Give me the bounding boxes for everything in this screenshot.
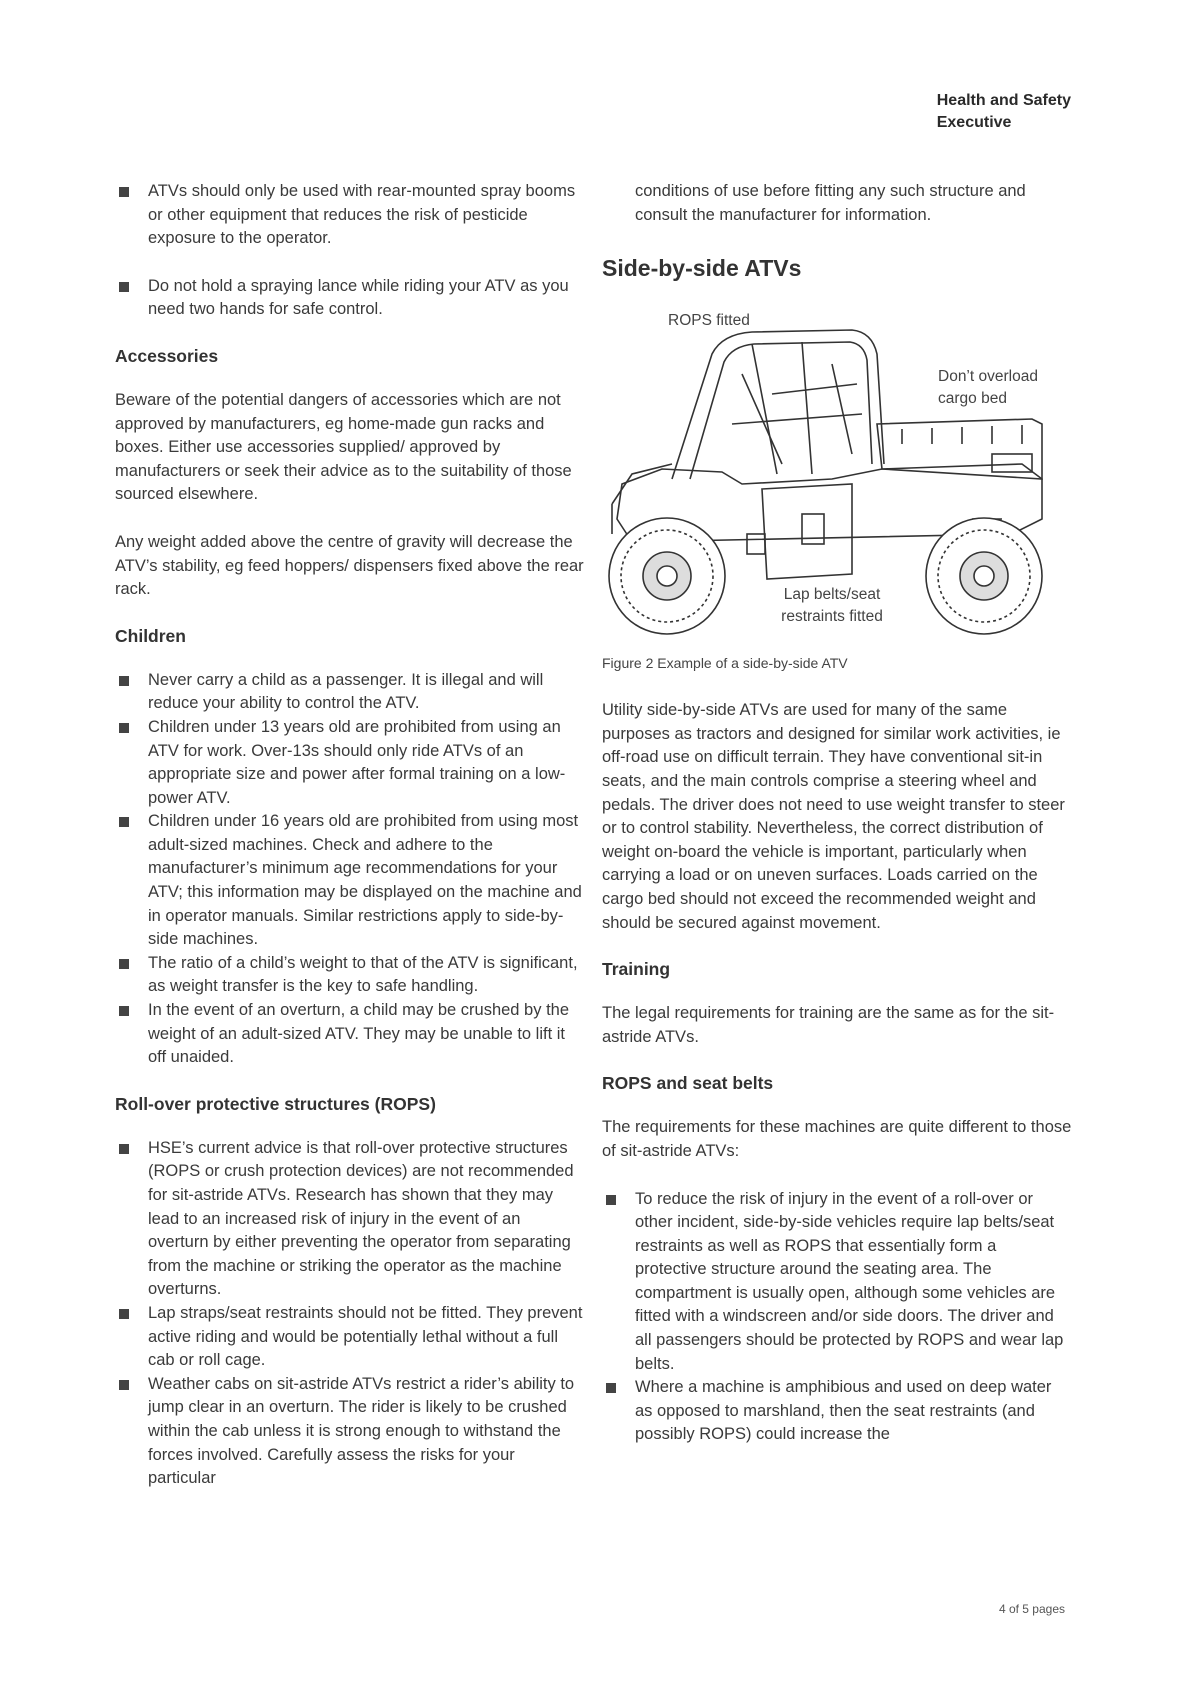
brand-line-1: Health and Safety: [936, 92, 1071, 109]
right-column: [602, 180, 1072, 1471]
side-by-side-atv-figure: [602, 304, 1072, 649]
list-item: Children under 16 years old are prohibited from using most adult-sized machines. Check and adhere to the manufacturer’s minimum age recommendations for your ATV; this information may be displayed on the machine and in operator manuals. Similar restrictions apply to side-by-side machines.: [115, 810, 585, 952]
list-item: ATVs should only be used with rear-mounted spray booms or other equipment that reduces the risk of pesticide exposure to the operator.: [115, 180, 585, 251]
figure-caption: Figure 2 Example of a side-by-side ATV: [602, 655, 848, 672]
list-item: Never carry a child as a passenger. It is illegal and will reduce your ability to control the ATV.: [115, 669, 585, 716]
accessories-paragraph-1: Beware of the potential dangers of accessories which are not approved by manufacturers, eg home-made gun racks and boxes. Either use accessories supplied/ approved by manufacturers or seek their advice as to the suitability of those sourced elsewhere.: [115, 390, 572, 504]
list-item: Weather cabs on sit-astride ATVs restrict a rider’s ability to jump clear in an overturn. The rider is likely to be crushed within the cab unless it is strong enough to withstand the forces involved. Carefully assess the risks for your particular: [115, 1373, 585, 1491]
list-item: Children under 13 years old are prohibited from using an ATV for work. Over-13s should only ride ATVs of an appropriate size and power after formal training on a low-power ATV.: [115, 716, 585, 810]
children-heading: Children: [115, 625, 186, 646]
rops-heading: Roll-over protective structures (ROPS): [115, 1093, 436, 1114]
side-by-side-paragraph: Utility side-by-side ATVs are used for many of the same purposes as tractors and designed for similar work activities, ie off-road use on difficult terrain. They have conventional sit-in seats, and the main controls comprise a steering wheel and pedals. The driver does not need to use weight transfer to steer or to control stability. Nevertheless, the correct distribution of weight on-board the vehicle is important, particularly when carrying a load or on uneven surfaces. Loads carried on the cargo bed should not exceed the recommended weight and should be secured against movement.: [602, 701, 1065, 932]
list-item: Lap straps/seat restraints should not be fitted. They prevent active riding and would be potentially lethal without a full cab or roll cage.: [115, 1302, 585, 1373]
brand-line-2: Executive: [936, 114, 1012, 131]
list-item: In the event of an overturn, a child may be crushed by the weight of an adult-sized ATV. They may be unable to lift it off unaided.: [115, 999, 585, 1070]
list-item: Do not hold a spraying lance while riding your ATV as you need two hands for safe control.: [115, 275, 585, 322]
rops-bullets: [115, 1137, 585, 1491]
page-number: 4 of 5 pages: [998, 1602, 1065, 1616]
training-paragraph: The legal requirements for training are the same as for the sit-astride ATVs.: [602, 1004, 1055, 1046]
children-bullets: [115, 669, 585, 1070]
training-heading: Training: [602, 959, 671, 980]
list-item: Where a machine is amphibious and used on deep water as opposed to marshland, then the seat restraints (and possibly ROPS) could increase the: [602, 1376, 1072, 1447]
accessories-heading: Accessories: [115, 345, 219, 366]
cargo-bed-label: Don’t overload cargo bed: [938, 368, 1038, 408]
rops-seat-belts-bullets: [602, 1188, 1072, 1448]
lap-belts-label: Lap belts/seat restraints fitted: [767, 584, 897, 628]
spray-bullets: [115, 180, 585, 322]
continuation-paragraph: conditions of use before fitting any such structure and consult the manufacturer for information.: [635, 182, 1026, 224]
rops-seat-belts-heading: ROPS and seat belts: [602, 1073, 774, 1094]
list-item: HSE’s current advice is that roll-over protective structures (ROPS or crush protection devices) are not recommended for sit-astride ATVs. Research has shown that they may lead to an increased risk of injury in the event of an overturn by either preventing the operator from separating from the machine or striking the operator as the machine overturns.: [115, 1137, 585, 1302]
left-column: [115, 180, 585, 1515]
list-item: The ratio of a child’s weight to that of the ATV is significant, as weight transfer is the key to safe handling.: [115, 952, 585, 999]
hse-brand: [937, 90, 1071, 134]
list-item: To reduce the risk of injury in the event of a roll-over or other incident, side-by-side vehicles require lap belts/seat restraints as well as ROPS that essentially form a protective structure around the seating area. The compartment is usually open, although some vehicles are fitted with a windscreen and/or side doors. The driver and all passengers should be protected by ROPS and wear lap belts.: [602, 1188, 1072, 1377]
rops-fitted-label: ROPS fitted: [668, 312, 750, 330]
accessories-paragraph-2: Any weight added above the centre of gravity will decrease the ATV’s stability, eg feed hoppers/ dispensers fixed above the rear rack.: [115, 532, 584, 599]
side-by-side-heading: Side-by-side ATVs: [602, 255, 802, 282]
rops-seat-belts-paragraph: The requirements for these machines are quite different to those of sit-astride ATVs:: [602, 1118, 1072, 1160]
